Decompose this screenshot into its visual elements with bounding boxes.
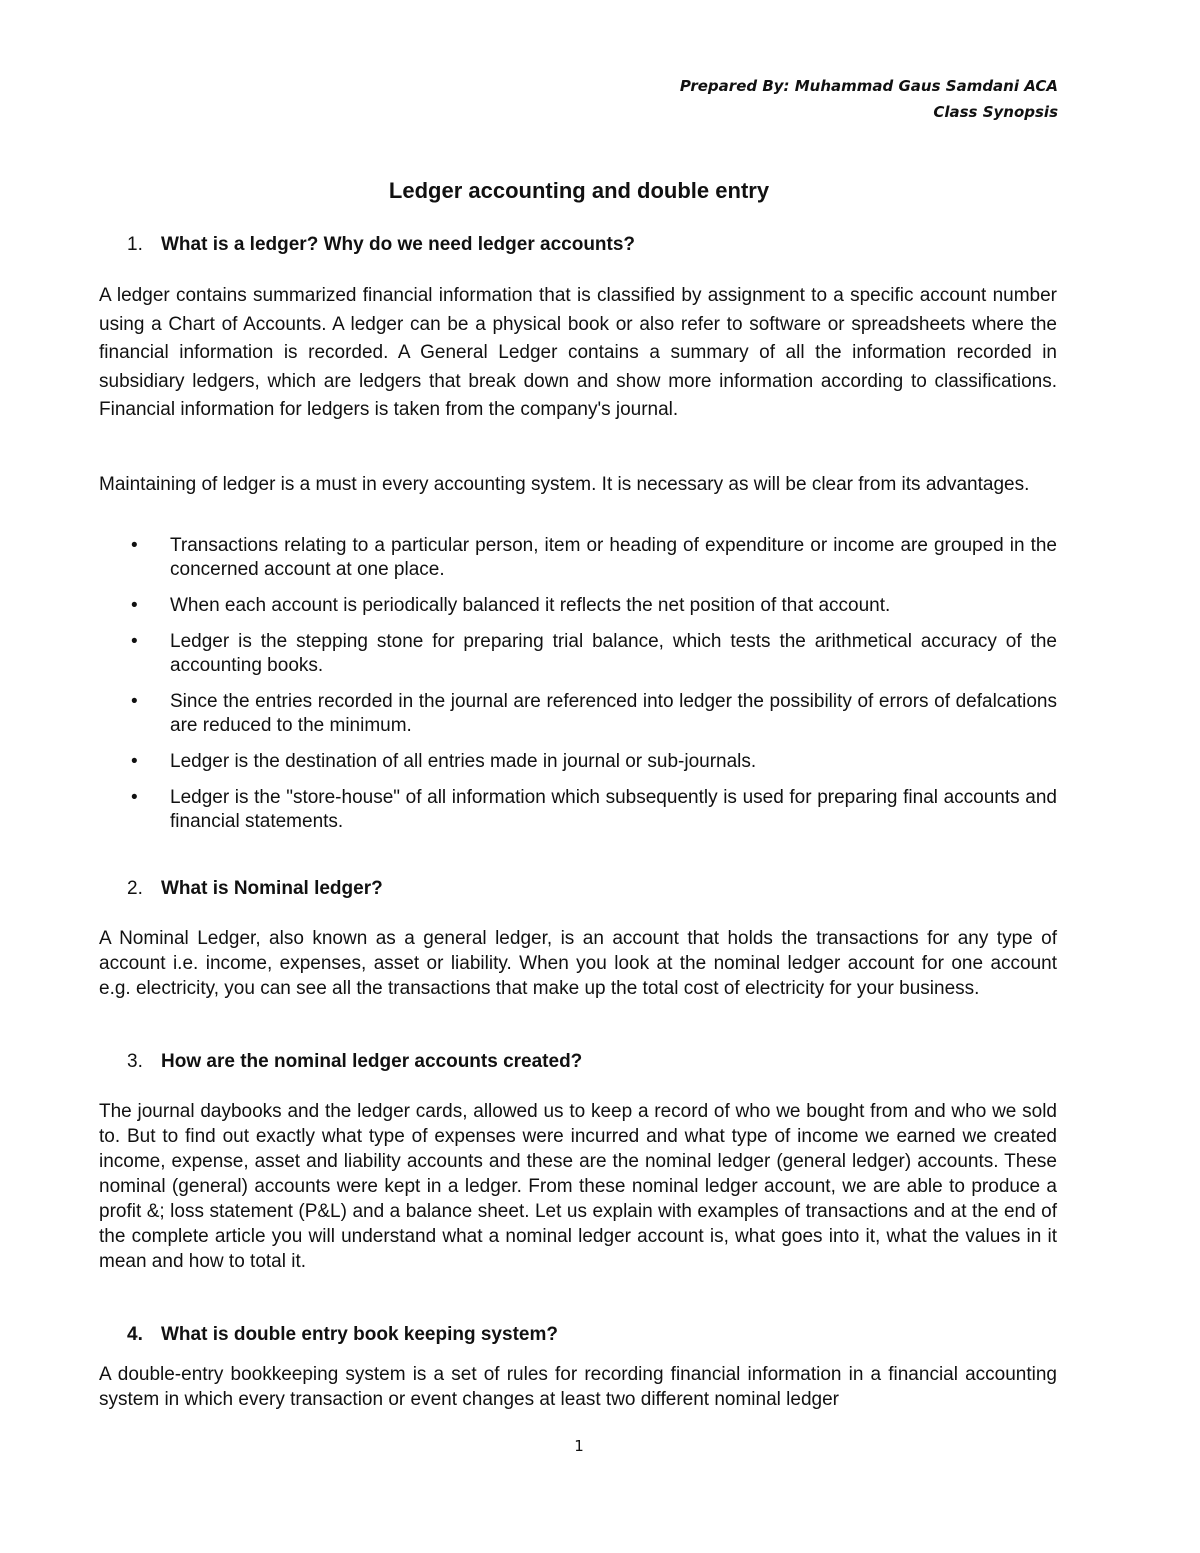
bullet-icon: • (131, 751, 138, 772)
bullet-icon: • (131, 595, 138, 616)
advantages-list (99, 534, 1057, 846)
list-item: • Ledger is the destination of all entries made in journal or sub-journals. (131, 751, 757, 772)
section-3-heading (127, 1051, 582, 1073)
bullet-icon: • (131, 535, 138, 556)
list-item: • Ledger is the stepping stone for preparing trial balance, which tests the arithmetical accuracy of the accounting books. (131, 631, 1057, 676)
section-1-paragraph-1: A ledger contains summarized financial information that is classified by assignment to a specific account number using a Chart of Accounts. A ledger can be a physical book or also refer to software or spreadsheets where the financial information is recorded. A General Ledger contains a summary of all the information recorded in subsidiary ledgers, which are ledgers that break down and show more information according to classifications. Financial information for ledgers is taken from the company's journal. (99, 285, 1057, 420)
section-2-heading (127, 878, 383, 900)
list-item: • Ledger is the "store-house" of all information which subsequently is used for preparing final accounts and financial statements. (131, 787, 1057, 832)
section-3-paragraph: The journal daybooks and the ledger cards, allowed us to keep a record of who we bought from and who we sold to. But to find out exactly what type of expenses were incurred and what type of income we earned we created income, expense, asset and liability accounts and these are the nominal ledger (general ledger) accounts. These nominal (general) accounts were kept in a ledger. From these nominal ledger account, we are able to produce a profit &; loss statement (P&L) and a balance sheet. Let us explain with examples of transactions and at the end of the complete article you will understand what a nominal ledger account is, what goes into it, what the values in it mean and how to total it. (99, 1101, 1057, 1272)
section-1-number: 1. (127, 234, 143, 255)
prepared-by-line: Prepared By: Muhammad Gaus Samdani ACA (679, 77, 1058, 95)
section-2-paragraph: A Nominal Ledger, also known as a general ledger, is an account that holds the transactions for any type of account i.e. income, expenses, asset or liability. When you look at the nominal ledger account for one account e.g. electricity, you can see all the transactions that make up the total cost of electricity for your business. (99, 928, 1057, 999)
section-4-number: 4. (127, 1324, 143, 1345)
bullet-icon: • (131, 631, 138, 652)
list-item: • Since the entries recorded in the journal are referenced into ledger the possibility of errors of defalcations are reduced to the minimum. (131, 691, 1057, 736)
list-item: • Transactions relating to a particular person, item or heading of expenditure or income are grouped in the concerned account at one place. (131, 535, 1057, 580)
page-number: 1 (574, 1437, 584, 1455)
document-title: Ledger accounting and double entry (388, 178, 770, 203)
section-3-title: How are the nominal ledger accounts created? (161, 1051, 583, 1072)
class-synopsis-line: Class Synopsis (933, 103, 1058, 121)
section-1-paragraph-2: Maintaining of ledger is a must in every accounting system. It is necessary as will be clear from its advantages. (99, 474, 1030, 495)
section-1-heading (127, 234, 635, 256)
section-4-title: What is double entry book keeping system? (161, 1324, 558, 1345)
section-3-number: 3. (127, 1051, 143, 1072)
section-4-heading (127, 1324, 558, 1346)
section-1-title: What is a ledger? Why do we need ledger accounts? (161, 234, 636, 255)
bullet-icon: • (131, 787, 138, 808)
bullet-icon: • (131, 691, 138, 712)
section-4-paragraph: A double-entry bookkeeping system is a set of rules for recording financial information in a financial accounting system in which every transaction or event changes at least two different nominal ledger (99, 1364, 1057, 1410)
section-2-title: What is Nominal ledger? (161, 878, 383, 899)
section-2-number: 2. (127, 878, 143, 899)
list-item: • When each account is periodically balanced it reflects the net position of that account. (131, 595, 891, 616)
